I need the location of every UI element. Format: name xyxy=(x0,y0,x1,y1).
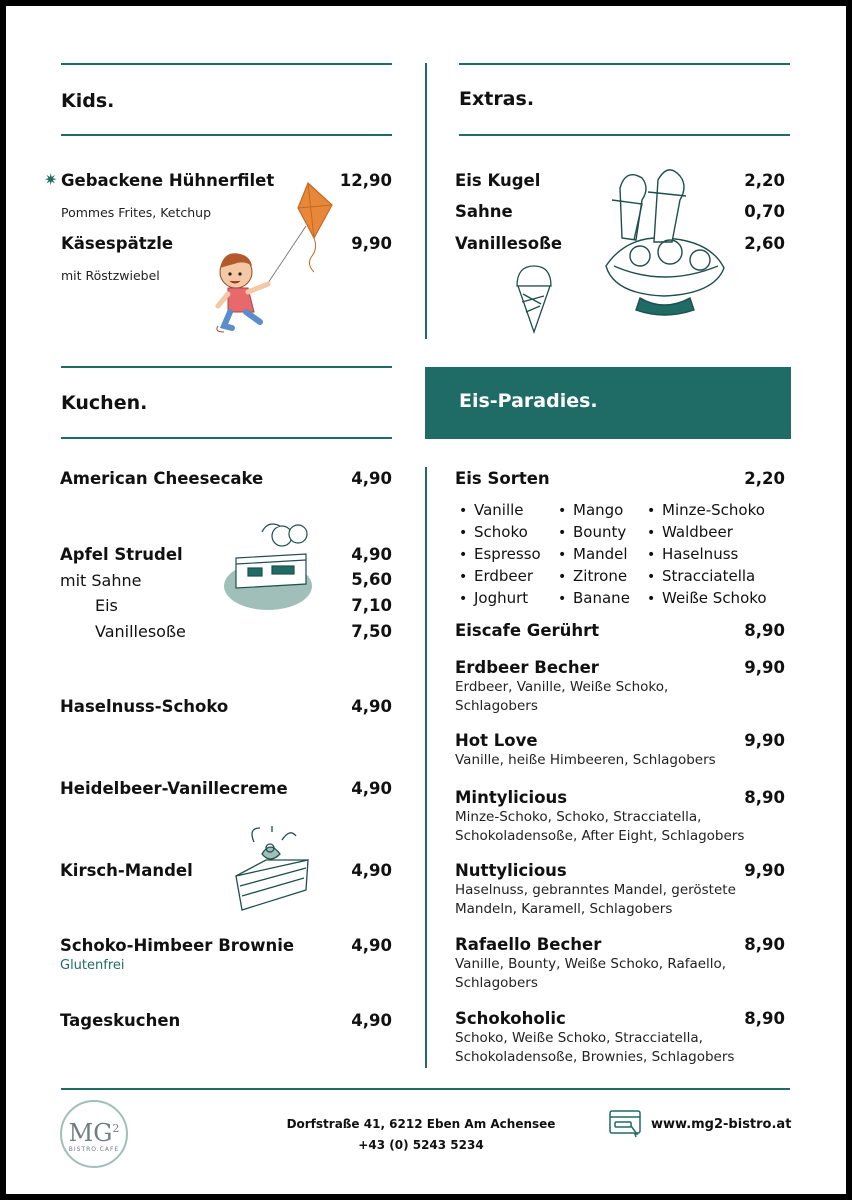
cake-slice-illustration xyxy=(228,824,312,916)
star-icon: ✷ xyxy=(44,170,58,189)
eis-item-name: Mintylicious xyxy=(455,788,568,807)
cake-item-name: Kirsch-Mandel xyxy=(60,861,193,880)
flavor-item: • Banane xyxy=(558,588,630,610)
cake-item-price: 4,90 xyxy=(351,545,392,564)
cake-plate-illustration xyxy=(222,518,322,614)
flavor-item: • Stracciatella xyxy=(647,566,767,588)
eis-heading: Eis-Paradies. xyxy=(459,390,598,412)
footer-website-link[interactable]: www.mg2-bistro.at xyxy=(651,1117,792,1132)
sundae-illustration xyxy=(600,166,730,331)
strudel-option-price: 7,50 xyxy=(351,622,392,641)
kids-bottom-rule xyxy=(61,134,392,136)
brand-logo xyxy=(60,1100,128,1168)
strudel-option-label: Vanillesoße xyxy=(95,622,186,641)
kuchen-top-rule xyxy=(61,366,392,368)
cake-item-name: Tageskuchen xyxy=(60,1011,181,1030)
flavor-item: • Joghurt xyxy=(459,588,541,610)
eis-item-price: 8,90 xyxy=(744,621,785,640)
extras-item-name: Sahne xyxy=(455,202,513,221)
extras-item-price: 2,20 xyxy=(744,171,785,190)
cake-item-price: 4,90 xyxy=(351,861,392,880)
eis-item-price: 8,90 xyxy=(744,935,785,954)
eis-item-desc: Vanille, Bounty, Weiße Schoko, Rafaello, Schlagobers xyxy=(455,956,727,991)
kuchen-bottom-rule xyxy=(61,437,392,439)
extras-item-price: 0,70 xyxy=(744,202,785,221)
gluten-free-note: Glutenfrei xyxy=(60,958,125,973)
eis-item-desc: Minze-Schoko, Schoko, Stracciatella, Schokoladensoße, After Eight, Schlagobers xyxy=(455,809,745,844)
eis-sorten-name: Eis Sorten xyxy=(455,469,550,488)
logo-subtext: BISTRO.CAFE xyxy=(68,1146,120,1153)
kid-kite-illustration xyxy=(206,178,346,338)
eis-item-desc: Erdbeer, Vanille, Weiße Schoko, Schlagobers xyxy=(455,679,669,714)
kids-item-price: 12,90 xyxy=(339,171,392,190)
extras-top-rule xyxy=(459,63,790,65)
flavor-item: • Schoko xyxy=(459,522,541,544)
kuchen-heading: Kuchen. xyxy=(61,392,148,414)
eis-item-price: 9,90 xyxy=(744,731,785,750)
logo-text: MG xyxy=(68,1119,113,1147)
kids-item-name: Gebackene Hühnerfilet xyxy=(61,171,275,190)
strudel-option-price: 7,10 xyxy=(351,596,392,615)
eis-sorten-price: 2,20 xyxy=(744,469,785,488)
eis-item-desc: Vanille, heiße Himbeeren, Schlagobers xyxy=(455,752,716,768)
flavor-item: • Weiße Schoko xyxy=(647,588,767,610)
cake-item-name: Apfel Strudel xyxy=(60,545,183,564)
footer-rule xyxy=(61,1088,790,1090)
kids-item-desc: mit Röstzwiebel xyxy=(61,268,160,283)
strudel-option-price: 5,60 xyxy=(351,570,392,589)
logo-superscript: 2 xyxy=(112,1122,120,1135)
cake-item-price: 4,90 xyxy=(351,936,392,955)
footer-address: Dorfstraße 41, 6212 Eben Am Achensee xyxy=(286,1117,556,1131)
extras-item-name: Eis Kugel xyxy=(455,171,541,190)
eis-item-name: Schokoholic xyxy=(455,1009,566,1028)
menu-page xyxy=(6,6,846,1194)
extras-heading: Extras. xyxy=(459,88,535,110)
cake-item-name: Schoko-Himbeer Brownie xyxy=(60,936,295,955)
kids-item-desc: Pommes Frites, Ketchup xyxy=(61,205,212,220)
flavor-list-1 xyxy=(459,500,541,610)
eis-item-desc: Haselnuss, gebranntes Mandel, geröstete Mandeln, Karamell, Schlagobers xyxy=(455,882,736,917)
column-divider-top xyxy=(425,63,427,339)
eis-item-name: Hot Love xyxy=(455,731,538,750)
strudel-option-label: mit Sahne xyxy=(60,571,142,590)
eis-item-desc: Schoko, Weiße Schoko, Stracciatella, Schokoladensoße, Brownies, Schlagobers xyxy=(455,1030,735,1065)
flavor-item: • Haselnuss xyxy=(647,544,767,566)
cake-item-price: 4,90 xyxy=(351,469,392,488)
column-divider-bottom xyxy=(425,467,427,1068)
flavor-item: • Minze-Schoko xyxy=(647,500,767,522)
flavor-item: • Mango xyxy=(558,500,630,522)
extras-item-name: Vanillesoße xyxy=(455,234,563,253)
eis-item-name: Eiscafe Gerührt xyxy=(455,621,600,640)
browser-window-icon xyxy=(609,1110,643,1138)
flavor-item: • Waldbeer xyxy=(647,522,767,544)
kids-item-name: Käsespätzle xyxy=(61,234,174,253)
eis-item-name: Nuttylicious xyxy=(455,861,567,880)
eis-item-price: 8,90 xyxy=(744,788,785,807)
eis-item-name: Erdbeer Becher xyxy=(455,658,599,677)
extras-item-price: 2,60 xyxy=(744,234,785,253)
kids-item-price: 9,90 xyxy=(351,234,392,253)
cake-item-price: 4,90 xyxy=(351,697,392,716)
flavor-item: • Erdbeer xyxy=(459,566,541,588)
strudel-option-label: Eis xyxy=(95,596,118,615)
flavor-list-2 xyxy=(558,500,630,610)
eis-item-price: 9,90 xyxy=(744,861,785,880)
cake-item-price: 4,90 xyxy=(351,779,392,798)
cake-item-price: 4,90 xyxy=(351,1011,392,1030)
flavor-item: • Espresso xyxy=(459,544,541,566)
flavor-item: • Vanille xyxy=(459,500,541,522)
extras-bottom-rule xyxy=(459,134,790,136)
kids-heading: Kids. xyxy=(61,90,115,112)
eis-item-price: 8,90 xyxy=(744,1009,785,1028)
cake-item-name: American Cheesecake xyxy=(60,469,264,488)
eis-item-name: Rafaello Becher xyxy=(455,935,602,954)
flavor-list-3 xyxy=(647,500,767,610)
flavor-item: • Bounty xyxy=(558,522,630,544)
ice-cream-cone-icon xyxy=(514,264,554,336)
footer-phone[interactable]: +43 (0) 5243 5234 xyxy=(358,1138,484,1152)
flavor-item: • Zitrone xyxy=(558,566,630,588)
eis-item-price: 9,90 xyxy=(744,658,785,677)
flavor-item: • Mandel xyxy=(558,544,630,566)
cake-item-name: Haselnuss-Schoko xyxy=(60,697,229,716)
kids-top-rule xyxy=(61,63,392,65)
cake-item-name: Heidelbeer-Vanillecreme xyxy=(60,779,288,798)
